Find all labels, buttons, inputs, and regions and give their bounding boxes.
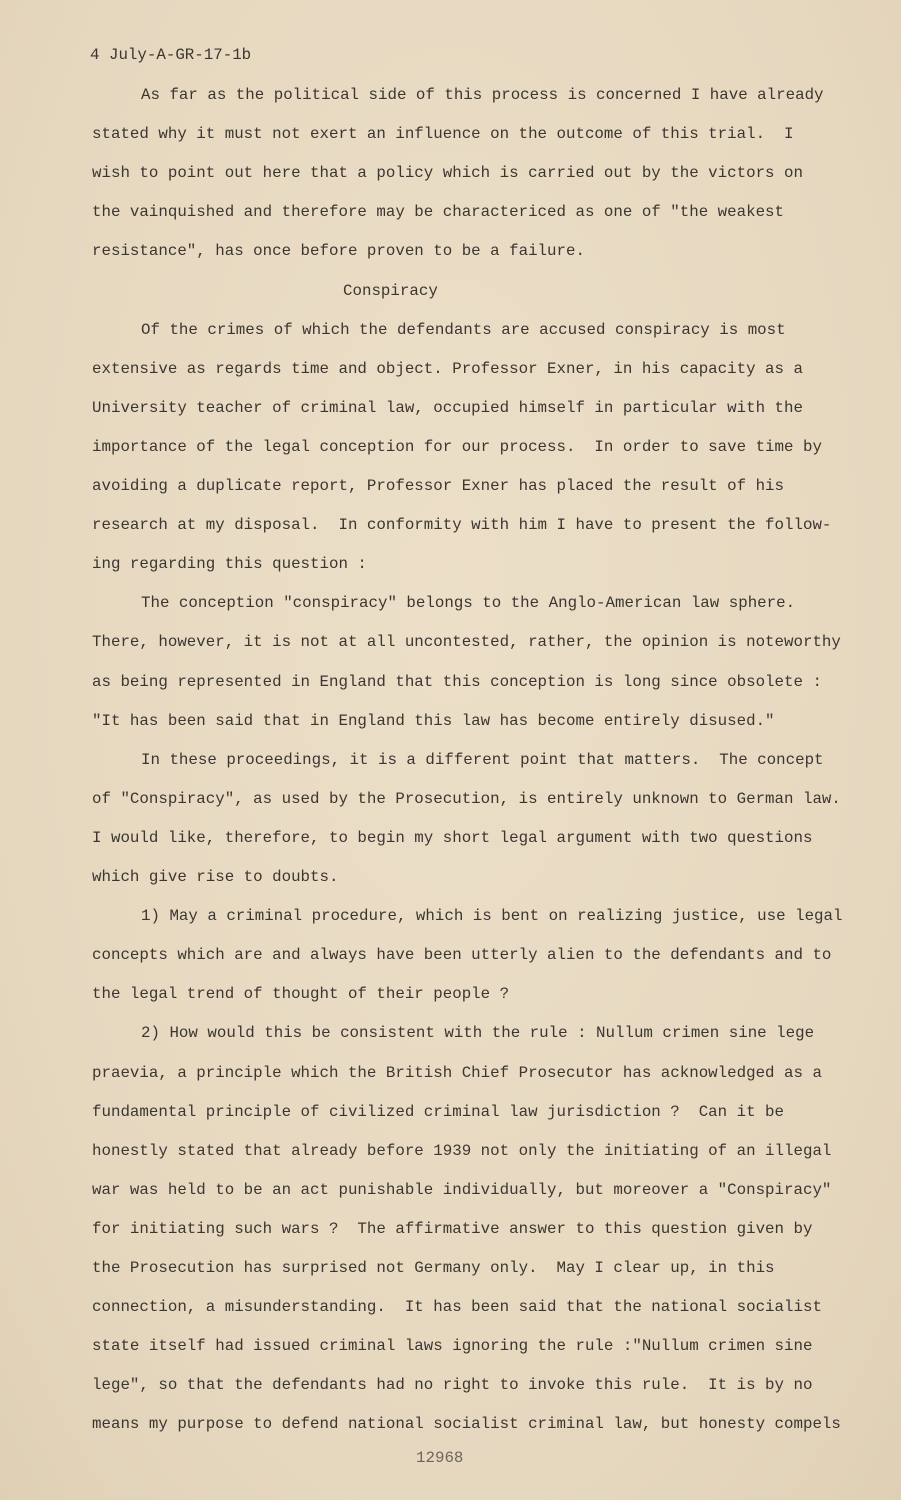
text-line: lege", so that the defendants had no right to invoke this rule. It is by no xyxy=(92,1376,813,1395)
text-line: resistance", has once before proven to be a failure. xyxy=(92,242,585,261)
text-line: extensive as regards time and object. Professor Exner, in his capacity as a xyxy=(92,359,803,378)
document-header: 4 July-A-GR-17-1b xyxy=(90,46,252,64)
text-line: honestly stated that already before 1939 not only the initiating of an illegal xyxy=(92,1141,832,1160)
text-line: the legal trend of thought of their people ? xyxy=(92,985,510,1004)
text-line: for initiating such wars ? The affirmative answer to this question given by xyxy=(92,1219,813,1238)
text-line: 1) May a criminal procedure, which is bent on realizing justice, use legal xyxy=(141,907,843,926)
text-line: which give rise to doubts. xyxy=(92,868,339,886)
page-number: 12968 xyxy=(416,1449,464,1467)
text-line: state itself had issued criminal laws ignoring the rule :"Nullum crimen sine xyxy=(92,1337,813,1356)
text-line: "It has been said that in England this law has become entirely disused." xyxy=(92,711,775,730)
text-line: the vainquished and therefore may be charactericed as one of "the weakest xyxy=(92,203,785,222)
text-line: I would like, therefore, to begin my short legal argument with two questions xyxy=(92,828,813,847)
text-line: As far as the political side of this process is concerned I have already xyxy=(141,86,824,104)
text-line: connection, a misunderstanding. It has been said that the national socialist xyxy=(92,1298,822,1317)
text-line: The conception "conspiracy" belongs to the Anglo-American law sphere. xyxy=(141,594,796,613)
text-line: means my purpose to defend national socialist criminal law, but honesty compels xyxy=(92,1415,841,1434)
text-line: of "Conspiracy", as used by the Prosecution, is entirely unknown to German law. xyxy=(92,789,841,808)
text-line: avoiding a duplicate report, Professor Exner has placed the result of his xyxy=(92,477,785,495)
text-line: importance of the legal conception for our process. In order to save time by xyxy=(92,437,822,456)
text-line: In these proceedings, it is a different point that matters. The concept xyxy=(141,750,824,769)
section-heading: Conspiracy xyxy=(343,281,438,300)
text-line: as being represented in England that this conception is long since obsolete : xyxy=(92,672,822,691)
text-line: the Prosecution has surprised not Germany only. May I clear up, in this xyxy=(92,1259,775,1277)
text-line: 2) How would this be consistent with the rule : Nullum crimen sine lege xyxy=(141,1024,815,1043)
text-line: Of the crimes of which the defendants are accused conspiracy is most xyxy=(141,320,786,339)
text-line: concepts which are and always have been utterly alien to the defendants and to xyxy=(92,946,832,965)
text-line: praevia, a principle which the British Chief Prosecutor has acknowledged as a xyxy=(92,1063,822,1082)
text-line: University teacher of criminal law, occupied himself in particular with the xyxy=(92,398,803,417)
text-line: wish to point out here that a policy which is carried out by the victors on xyxy=(92,164,803,183)
text-line: war was held to be an act punishable individually, but moreover a "Conspiracy" xyxy=(92,1180,832,1199)
text-line: fundamental principle of civilized criminal law jurisdiction ? Can it be xyxy=(92,1102,785,1121)
text-line: stated why it must not exert an influence on the outcome of this trial. I xyxy=(92,125,794,144)
text-line: ing regarding this question : xyxy=(92,555,367,574)
text-line: research at my disposal. In conformity with him I have to present the follow- xyxy=(92,516,832,535)
text-line: There, however, it is not at all uncontested, rather, the opinion is noteworthy xyxy=(92,633,841,652)
